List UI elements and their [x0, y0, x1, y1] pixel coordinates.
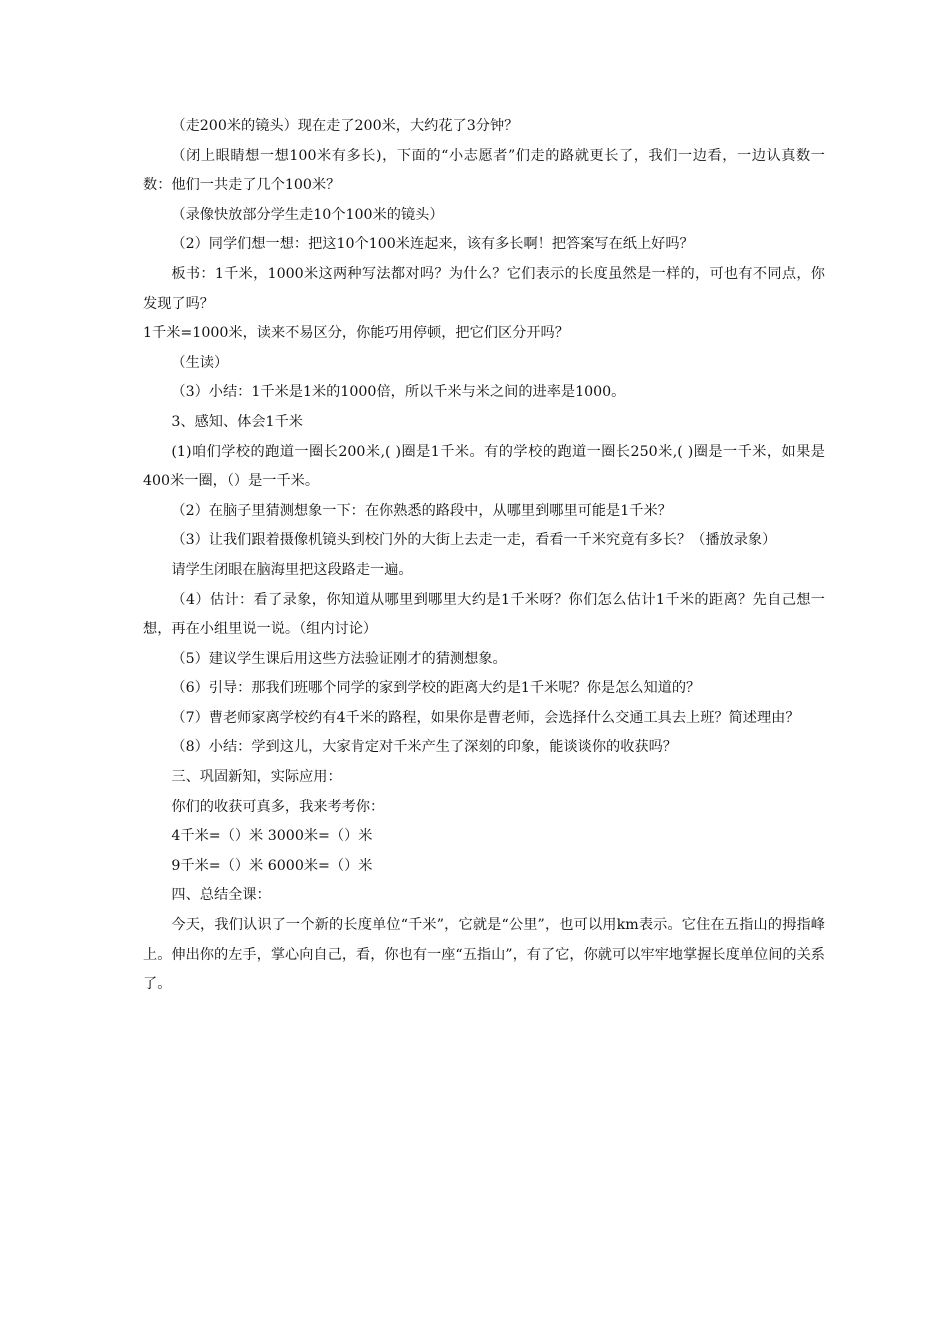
section-heading-3: 3、感知、体会1千米	[171, 413, 303, 430]
paragraph-4: （2）同学们想一想：把这10个100米连起来，该有多长啊！把答案写在纸上好吗？	[171, 236, 694, 253]
paragraph-14: （4）估计：看了录象，你知道从哪里到哪里大约是1千米呀？你们怎么估计1千米的距离？先自己想一想，再在小组里说一说。（组内讨论）	[143, 591, 825, 638]
paragraph-3: （录像快放部分学生走10个100米的镜头）	[171, 206, 444, 223]
paragraph-20: 你们的收获可真多，我来考考你：	[171, 798, 385, 815]
paragraph-5: 板书：1千米，1000米这两种写法都对吗？为什么？它们表示的长度虽然是一样的，可也有不同点，你发现了吗？	[143, 265, 825, 312]
paragraph-2: （闭上眼睛想一想100米有多长)，下面的“小志愿者”们走的路就更长了，我们一边看，一边认真数一数：他们一共走了几个100米？	[143, 147, 825, 194]
paragraph-6: 1千米=1000米，读来不易区分，你能巧用停顿，把它们区分开吗？	[143, 325, 569, 342]
section-heading-four: 四、总结全课：	[171, 887, 271, 904]
paragraph-11: （2）在脑子里猜测想象一下：在你熟悉的路段中，从哪里到哪里可能是1千米？	[171, 502, 672, 519]
exercise-line-1: 4千米=（）米 3000米=（）米	[171, 828, 373, 845]
paragraph-24: 今天，我们认识了一个新的长度单位“千米”，它就是“公里”，也可以用km表示。它住在五指山的拇指峰上。伸出你的左手，掌心向自己，看，你也有一座“五指山”，有了它，你就可以牢牢地掌握长度单位间的关系了。	[143, 917, 825, 993]
section-heading-three: 三、巩固新知，实际应用：	[171, 769, 342, 786]
paragraph-12: （3）让我们跟着摄像机镜头到校门外的大街上去走一走，看看一千米究竟有多长？（播放录象）	[171, 532, 777, 549]
exercise-line-2: 9千米=（）米 6000米=（）米	[171, 857, 373, 874]
paragraph-8: （3）小结：1千米是1米的1000倍，所以千米与米之间的进率是1000。	[171, 384, 626, 401]
paragraph-1: （走200米的镜头）现在走了200米，大约花了3分钟？	[171, 118, 519, 134]
paragraph-7: （生读）	[171, 354, 229, 371]
paragraph-10: (1)咱们学校的跑道一圈长200米,( )圈是1千米。有的学校的跑道一圈长250米,( )圈是一千米，如果是400米一圈，（）是一千米。	[143, 443, 825, 490]
paragraph-13: 请学生闭眼在脑海里把这段路走一遍。	[171, 561, 413, 578]
document-body	[143, 112, 825, 1000]
paragraph-18: （8）小结：学到这儿，大家肯定对千米产生了深刻的印象，能谈谈你的收获吗？	[171, 739, 677, 756]
paragraph-15: （5）建议学生课后用这些方法验证刚才的猜测想象。	[171, 650, 507, 667]
paragraph-17: （7）曹老师家离学校约有4千米的路程，如果你是曹老师，会选择什么交通工具去上班？简述理由？	[171, 709, 800, 726]
paragraph-16: （6）引导：那我们班哪个同学的家到学校的距离大约是1千米呢？你是怎么知道的？	[171, 680, 701, 697]
